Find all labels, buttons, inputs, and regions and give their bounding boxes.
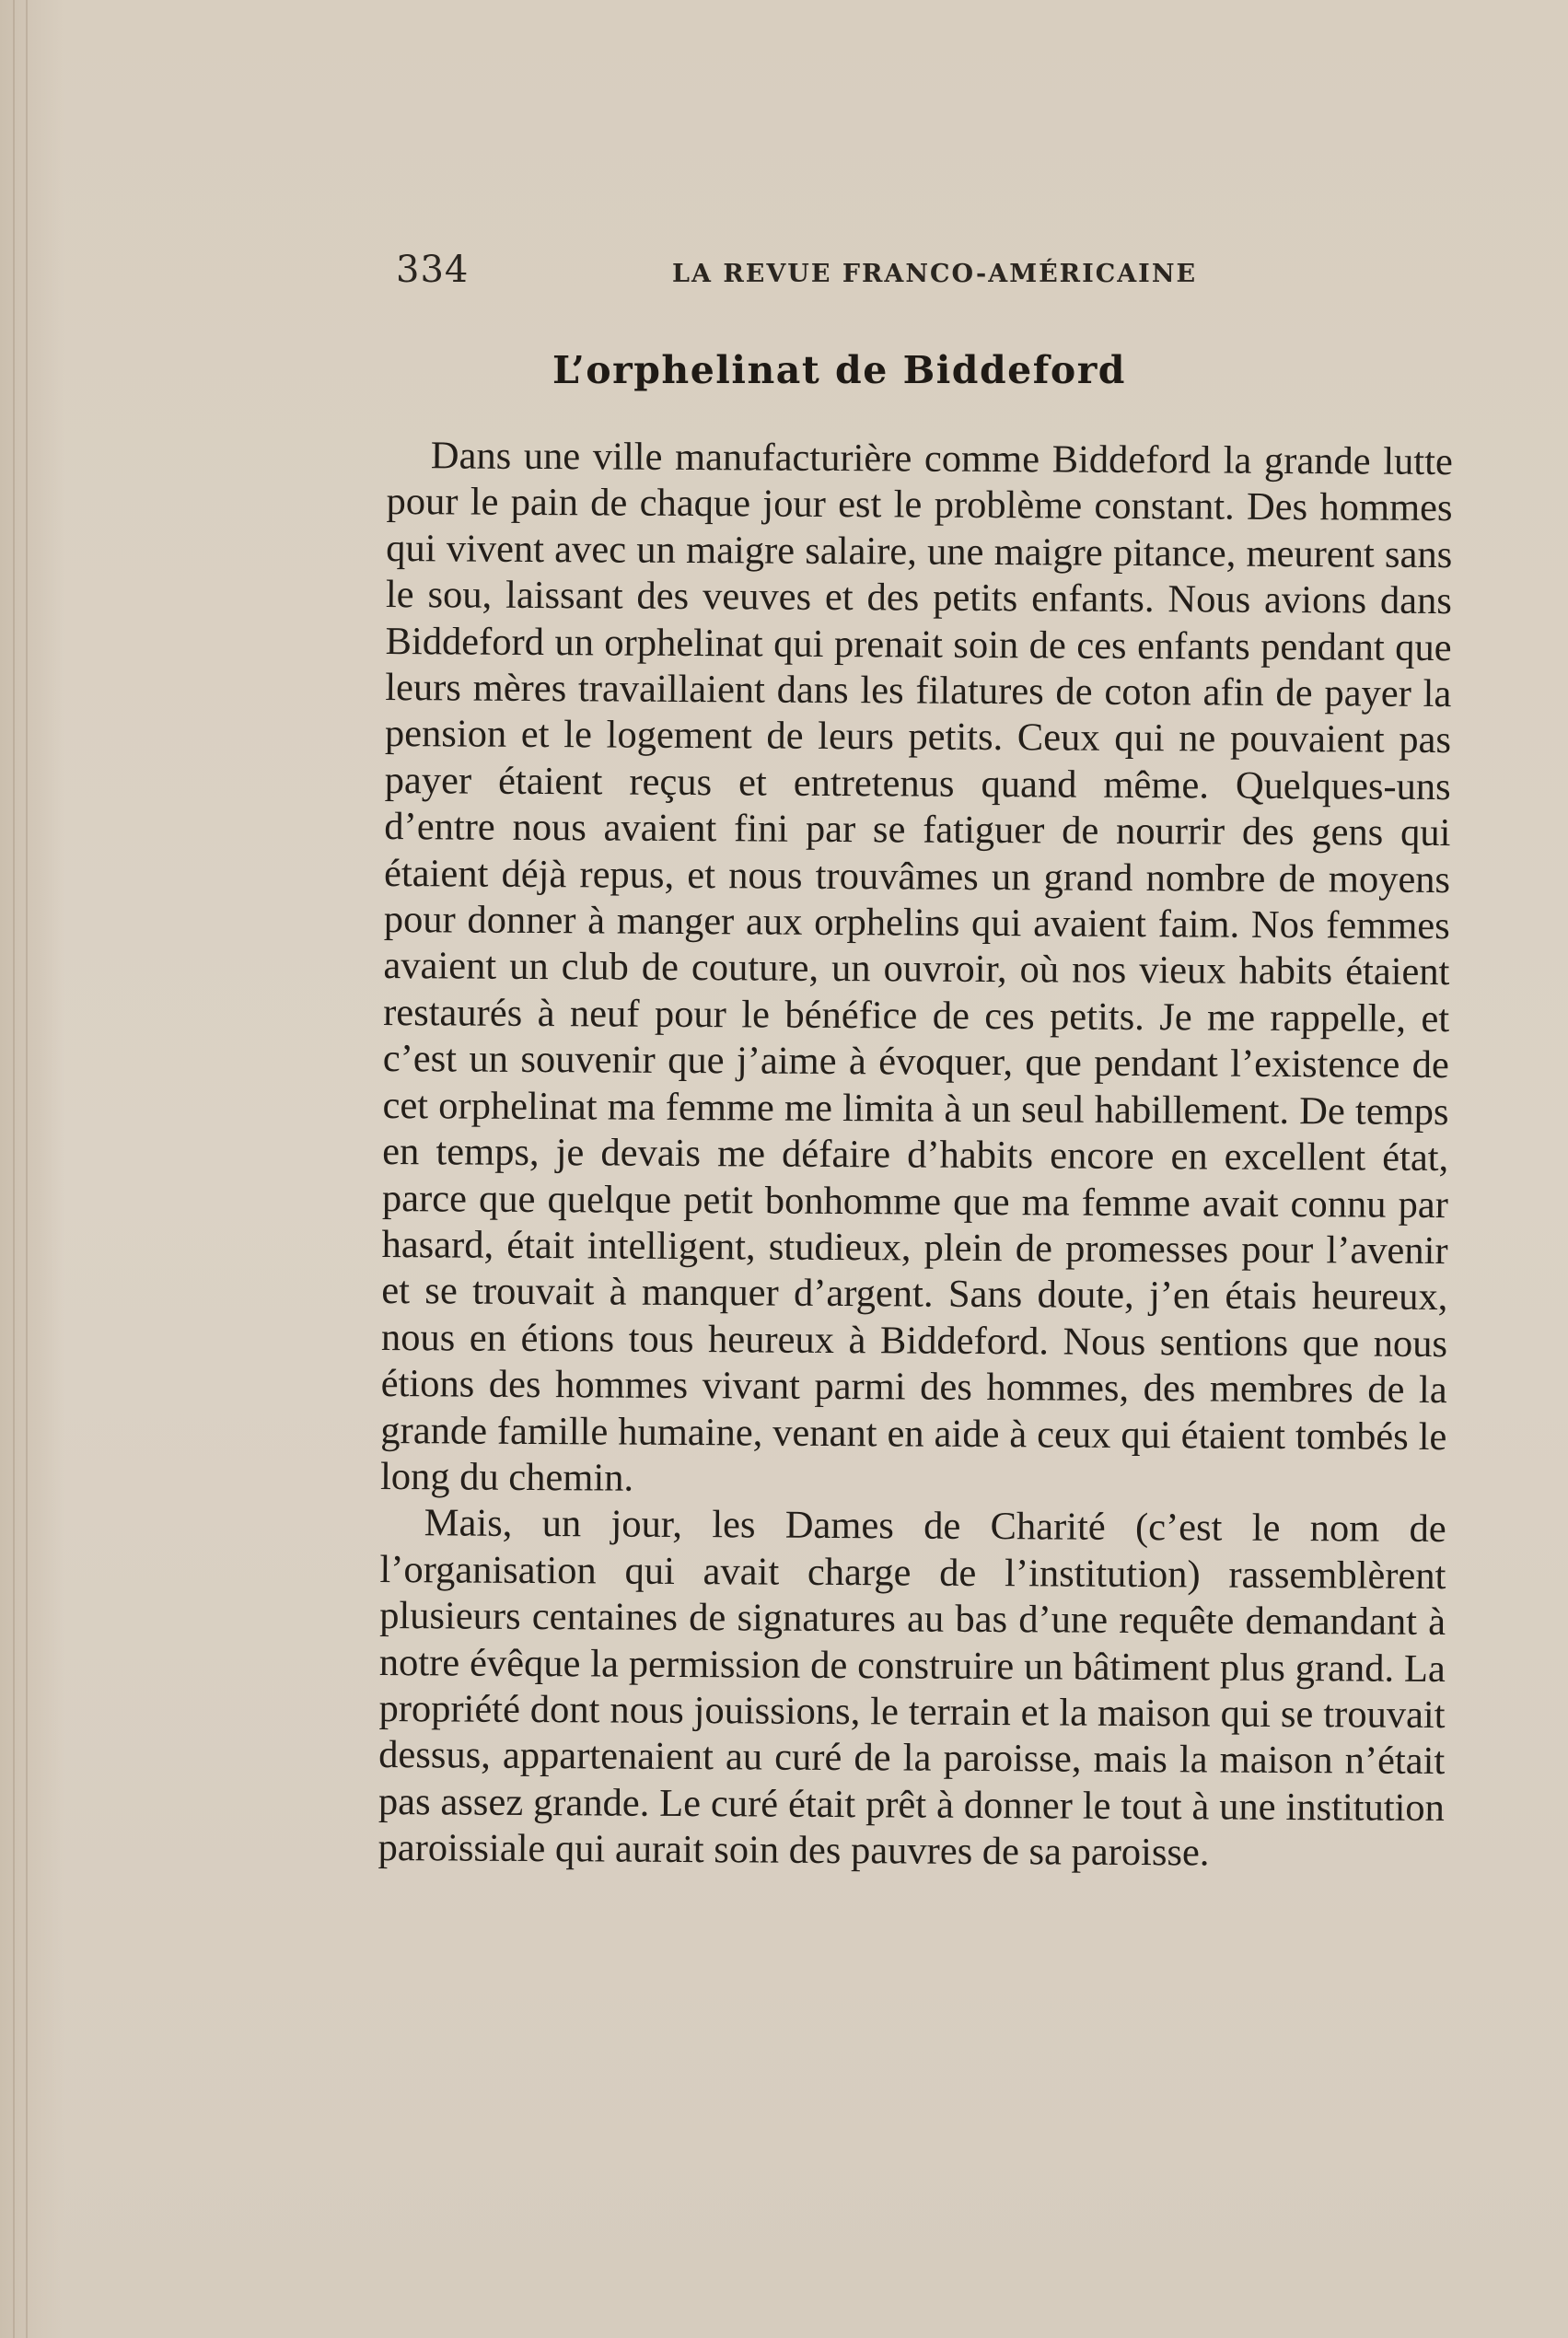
article-body: [377, 433, 1453, 1879]
journal-title: LA REVUE FRANCO-AMÉRICAINE: [672, 260, 1198, 288]
paragraph: Mais, un jour, les Dames de Charité (c’est le nom de l’organisation qui avait charge de l’institution) rassemblèrent plusieurs centaines de signatures au bas d’une requête demandant à notre évêque la permission de construire un bâtiment plus grand. La propriété dont nous jouissions, le terrain et la maison qui se trouvait dessus, appartenaient au curé de la paroisse, mais la maison n’était pas assez grande. Le curé était prêt à donner le tout à une institution paroissiale qui aurait soin des pauvres de sa paroisse.: [377, 1501, 1446, 1875]
article-title: L’orphelinat de Biddeford: [552, 348, 1126, 392]
running-head: [396, 249, 1206, 304]
page-number: 334: [396, 249, 470, 291]
paragraph: Dans une ville manufacturière comme Biddeford la grande lutte pour le pain de chaque jour est le problème constant. Des hommes qui vivent avec un maigre salaire, une maigre pitance, meurent sans le sou, laissant des veuves et des petits enfants. Nous avions dans Biddeford un orphelinat qui prenait soin de ces enfants pendant que leurs mères travaillaient dans les filatures de coton afin de payer la pension et le logement de leurs petits. Ceux qui ne pouvaient pas payer étaient reçus et entretenus quand même. Quelques-uns d’entre nous avaient fini par se fatiguer de nourrir des gens qui étaient déjà repus, et nous trouvâmes un grand nombre de moyens pour donner à manger aux orphelins qui avaient faim. Nos femmes avaient un club de couture, un ouvroir, où nos vieux habits étaient restaurés à neuf pour le bénéfice de ces petits. Je me rappelle, et c’est un souvenir que j’aime à évoquer, que pendant l’existence de cet orphelinat ma femme me limita à un seul habillement. De temps en temps, je devais me défaire d’habits encore en excellent état, parce que quelque petit bonhomme que ma femme avait connu par hasard, était intelligent, studieux, plein de promesses pour l’avenir et se trouvait à manquer d’argent. Sans doute, j’en étais heureux, nous en étions tous heureux à Biddeford. Nous sentions que nous étions des hommes vivant parmi des hommes, des membres de la grande famille humaine, venant en aide à ceux qui étaient tombés le long du chemin.: [379, 434, 1453, 1500]
